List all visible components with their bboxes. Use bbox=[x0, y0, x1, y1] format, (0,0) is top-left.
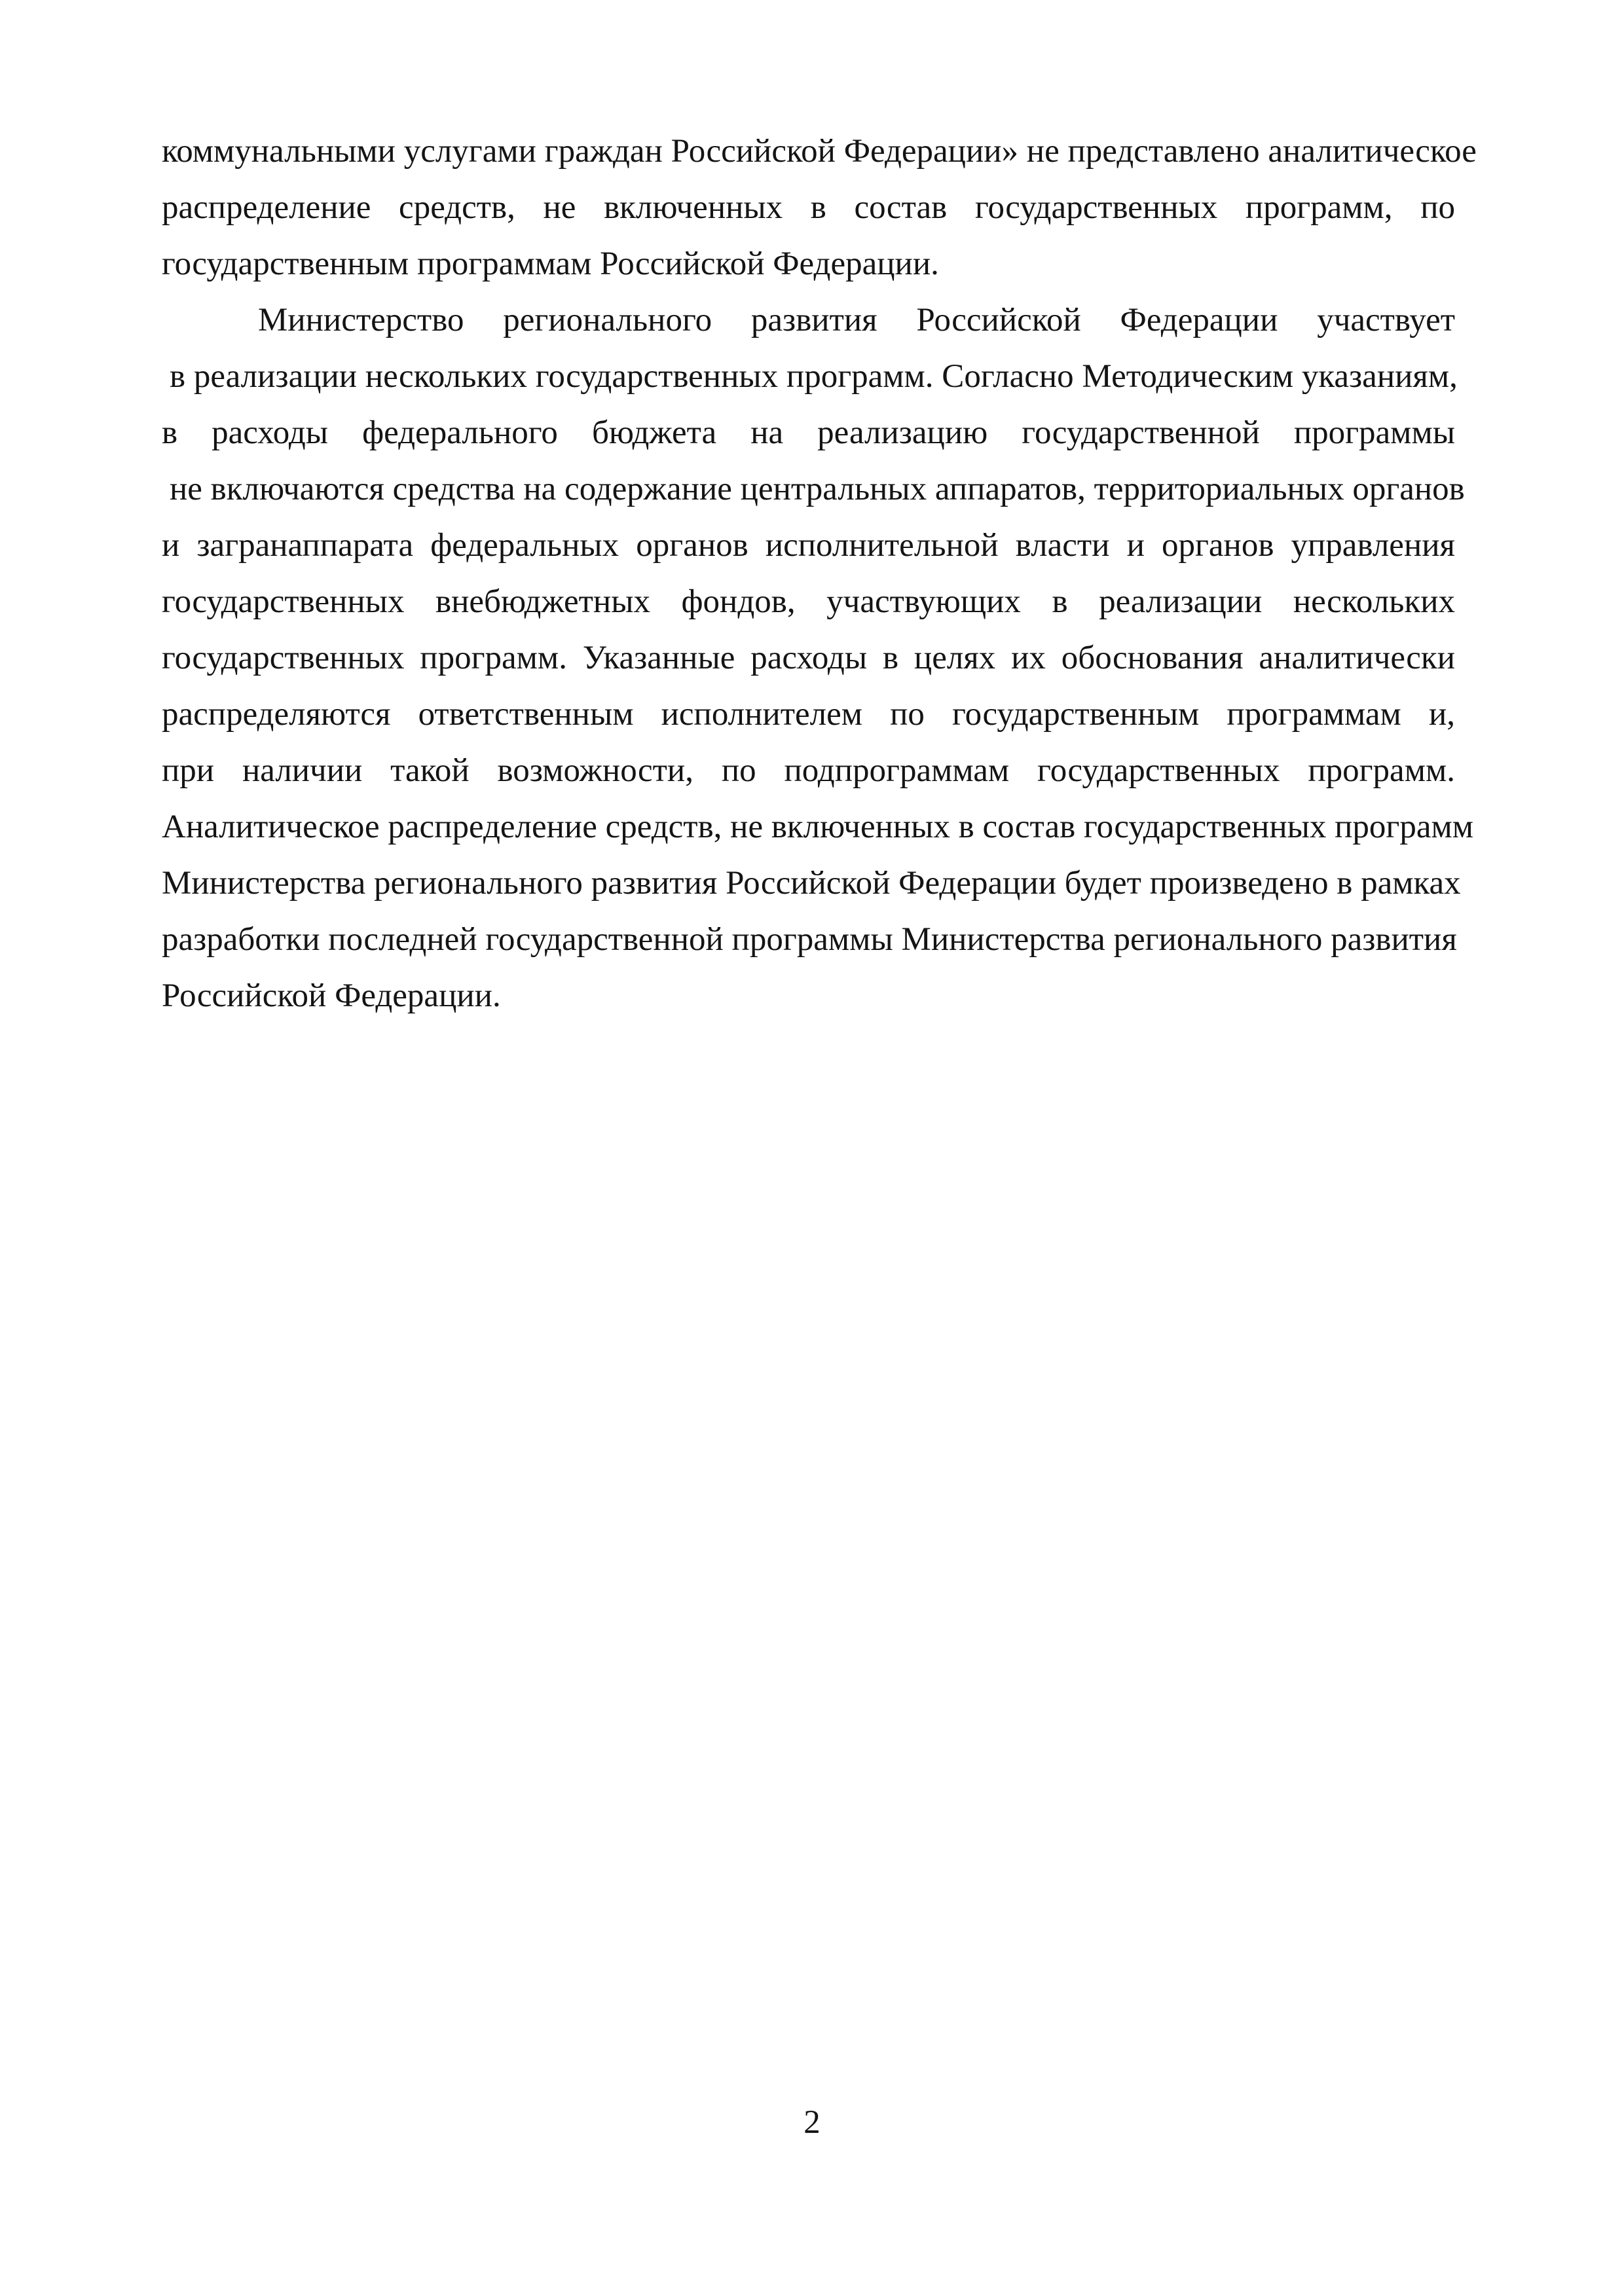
paragraph-line: государственных программ. Указанные расходы в целях их обоснования аналитически bbox=[162, 640, 1455, 676]
paragraph-line: Министерства регионального развития Российской Федерации будет произведено в рамках bbox=[162, 865, 1461, 902]
page-number: 2 bbox=[803, 2104, 821, 2141]
paragraph-line: не включаются средства на содержание центральных аппаратов, территориальных органов bbox=[170, 471, 1465, 507]
paragraph-line: государственным программам Российской Федерации. bbox=[162, 246, 939, 282]
paragraph-line: разработки последней государственной программы Министерства регионального развития bbox=[162, 921, 1457, 958]
paragraph-1 bbox=[162, 123, 1477, 292]
paragraph-line: распределение средств, не включенных в состав государственных программ, по bbox=[162, 189, 1455, 226]
paragraph-line: Министерство регионального развития Российской Федерации участвует bbox=[258, 302, 1455, 338]
paragraph-line: в реализации нескольких государственных программ. Согласно Методическим указаниям, bbox=[170, 358, 1458, 395]
body-text bbox=[162, 123, 1477, 1024]
paragraph-line: государственных внебюджетных фондов, участвующих в реализации нескольких bbox=[162, 583, 1455, 620]
paragraph-line: в расходы федерального бюджета на реализацию государственной программы bbox=[162, 414, 1455, 451]
paragraph-line: коммунальными услугами граждан Российской Федерации» не представлено аналитическое bbox=[162, 133, 1477, 170]
paragraph-line: Аналитическое распределение средств, не включенных в состав государственных программ bbox=[162, 809, 1474, 845]
paragraph-line: распределяются ответственным исполнителем по государственным программам и, bbox=[162, 696, 1455, 733]
paragraph-line: при наличии такой возможности, по подпрограммам государственных программ. bbox=[162, 752, 1455, 789]
paragraph-line: Российской Федерации. bbox=[162, 977, 501, 1014]
paragraph-line: и загранаппарата федеральных органов исполнительной власти и органов управления bbox=[162, 527, 1455, 564]
paragraph-2 bbox=[162, 292, 1474, 1024]
